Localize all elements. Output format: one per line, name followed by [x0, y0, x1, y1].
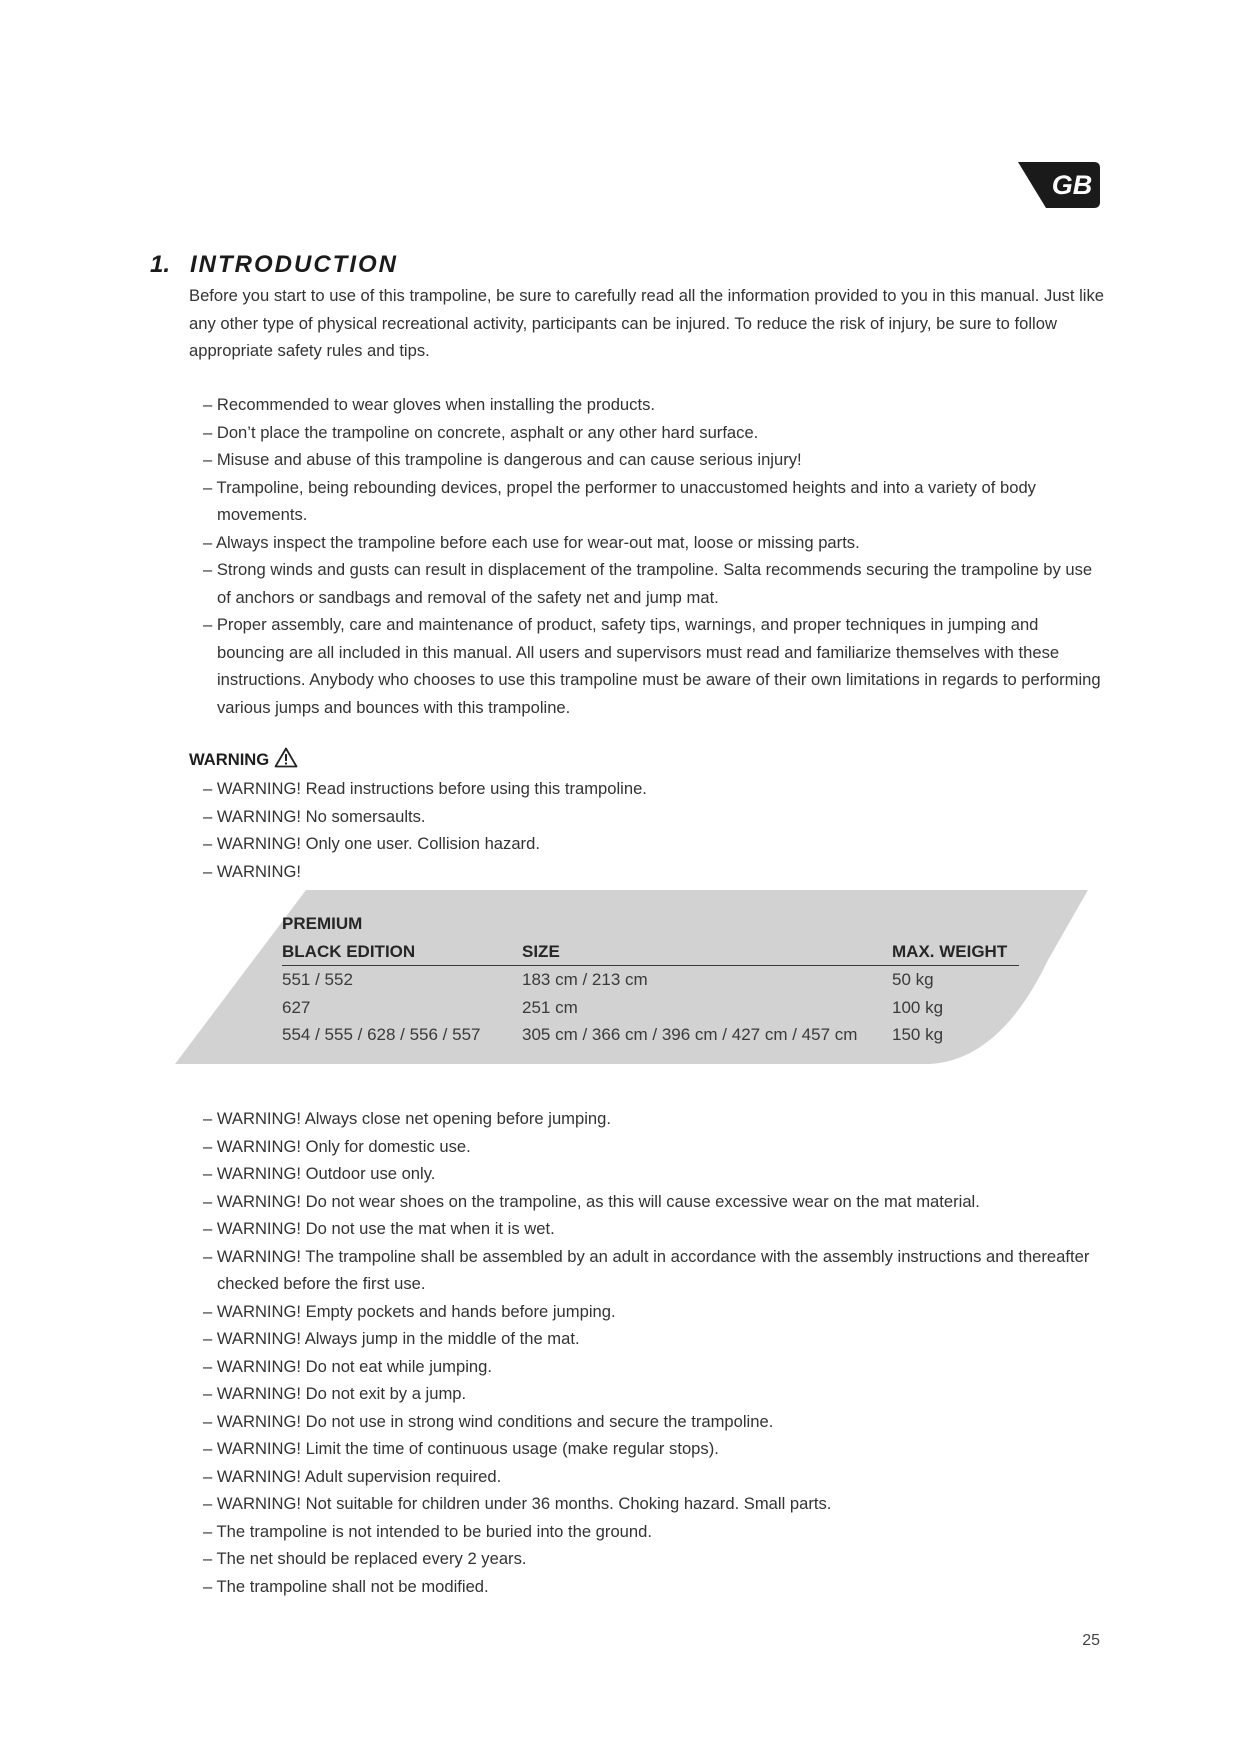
list-item: – WARNING! Outdoor use only.: [203, 1160, 1103, 1188]
column-header-size: SIZE: [522, 938, 892, 966]
list-item: – Strong winds and gusts can result in displacement of the trampoline. Salta recommends securing the trampoline by use of anchors or sandbags and removal of the safety net and jump mat.: [203, 556, 1103, 611]
warning-heading-label: WARNING: [189, 750, 270, 769]
list-item: – The trampoline is not intended to be buried into the ground.: [203, 1518, 1103, 1546]
list-item: – Recommended to wear gloves when installing the products.: [203, 391, 1103, 419]
list-item: – Don’t place the trampoline on concrete, asphalt or any other hard surface.: [203, 419, 1103, 447]
language-badge-label: GB: [1051, 170, 1093, 200]
list-item: – WARNING! Read instructions before using this trampoline.: [203, 775, 1103, 803]
list-item: – WARNING! Limit the time of continuous usage (make regular stops).: [203, 1435, 1103, 1463]
list-item: – WARNING! The trampoline shall be assembled by an adult in accordance with the assembly instructions and thereafter checked before the first use.: [203, 1243, 1103, 1298]
table-row: [282, 910, 1019, 938]
list-item: – WARNING! Empty pockets and hands before jumping.: [203, 1298, 1103, 1326]
list-item: – WARNING! No somersaults.: [203, 803, 1103, 831]
table-cell: 251 cm: [522, 997, 578, 1017]
list-item: – Proper assembly, care and maintenance of product, safety tips, warnings, and proper techniques in jumping and bouncing are all included in this manual. All users and supervisors must read and familiarize themselves with these instructions. Anybody who chooses to use this trampoline must be aware of their own limitations in regards to performing various jumps and bounces with this trampoline.: [203, 611, 1103, 721]
list-item: – WARNING! Always close net opening before jumping.: [203, 1105, 1103, 1133]
column-header-weight: MAX. WEIGHT: [892, 938, 1019, 966]
table-header-row: [282, 938, 1019, 966]
list-item: – WARNING! Always jump in the middle of the mat.: [203, 1325, 1103, 1353]
list-item: – WARNING! Not suitable for children under 36 months. Choking hazard. Small parts.: [203, 1490, 1103, 1518]
list-item: – WARNING! Only one user. Collision hazard.: [203, 830, 1103, 858]
list-item: – Trampoline, being rebounding devices, propel the performer to unaccustomed heights and into a variety of body movements.: [203, 474, 1103, 529]
column-header-model: BLACK EDITION: [282, 938, 522, 966]
list-item: – WARNING! Do not wear shoes on the trampoline, as this will cause excessive wear on the mat material.: [203, 1188, 1103, 1216]
table-cell: 551 / 552: [282, 970, 353, 989]
list-item: – WARNING! Only for domestic use.: [203, 1133, 1103, 1161]
intro-paragraph: Before you start to use of this trampoline, be sure to carefully read all the information provided to you in this manual. Just like any other type of physical recreational activity, participants can be injured. To reduce the risk of injury, be sure to follow appropriate safety rules and tips.: [189, 286, 1104, 360]
list-item: – WARNING! Do not use in strong wind conditions and secure the trampoline.: [203, 1408, 1103, 1436]
list-item: – The trampoline shall not be modified.: [203, 1573, 1103, 1601]
table-cell: 100 kg: [892, 997, 944, 1017]
table-row: [282, 994, 1019, 1022]
list-item: – WARNING! Do not use the mat when it is wet.: [203, 1215, 1103, 1243]
list-item: – WARNING! Adult supervision required.: [203, 1463, 1103, 1491]
table-row: [282, 1021, 1019, 1049]
page-number: 25: [1082, 1632, 1100, 1649]
spec-table: [282, 910, 1019, 1049]
list-item: – WARNING!: [203, 858, 1103, 886]
list-item: – WARNING! Do not exit by a jump.: [203, 1380, 1103, 1408]
table-cell: 50 kg: [892, 970, 934, 989]
table-cell: 305 cm / 366 cm / 396 cm / 427 cm / 457 cm: [522, 1025, 858, 1044]
section-title-text: INTRODUCTION: [190, 251, 398, 278]
table-cell: 150 kg: [892, 1025, 944, 1044]
table-cell: 183 cm / 213 cm: [522, 970, 648, 989]
list-item: – Misuse and abuse of this trampoline is dangerous and can cause serious injury!: [203, 446, 1103, 474]
table-row: [282, 966, 1019, 994]
warnings-bottom-list: [203, 1105, 1103, 1600]
section-number: 1.: [150, 251, 171, 278]
table-cell: 627: [282, 997, 311, 1017]
table-cell: 554 / 555 / 628 / 556 / 557: [282, 1025, 481, 1044]
spec-title: PREMIUM: [282, 914, 363, 933]
list-item: – Always inspect the trampoline before each use for wear-out mat, loose or missing parts.: [203, 529, 1103, 557]
list-item: – The net should be replaced every 2 years.: [203, 1545, 1103, 1573]
list-item: – WARNING! Do not eat while jumping.: [203, 1353, 1103, 1381]
